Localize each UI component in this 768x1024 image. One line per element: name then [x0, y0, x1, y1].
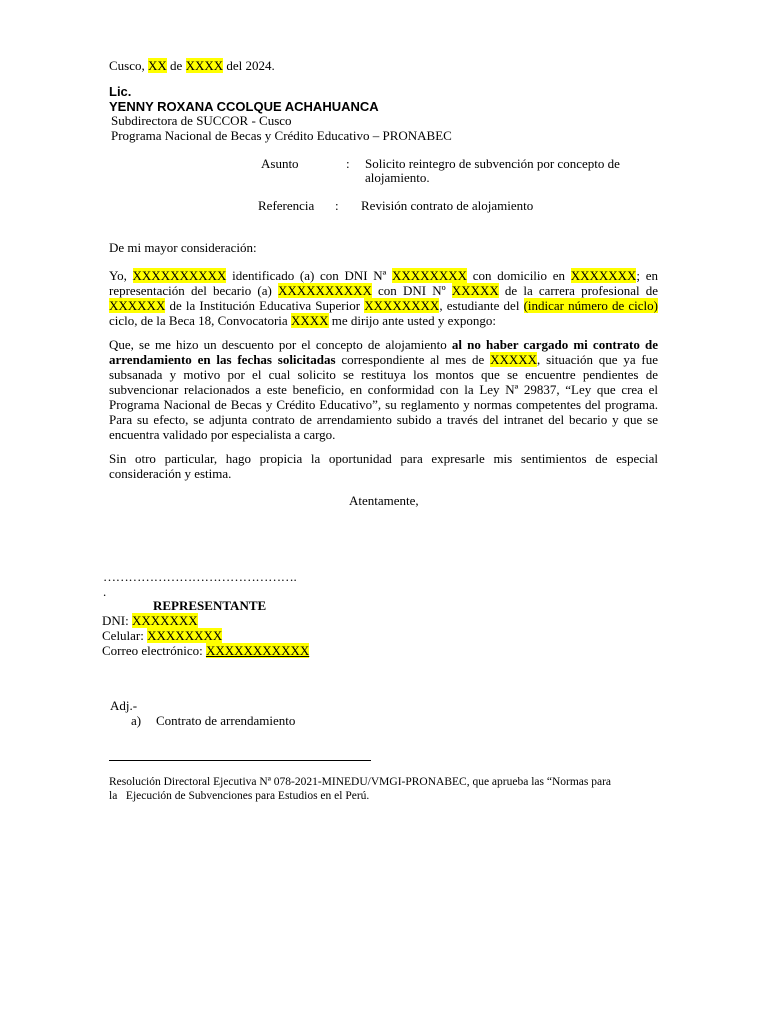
- recipient-line1: Subdirectora de SUCCOR - Cusco: [111, 113, 292, 128]
- recipient-line2: Programa Nacional de Becas y Crédito Educativo – PRONABEC: [111, 128, 452, 143]
- recipient-title: Lic.: [109, 84, 132, 99]
- recipient-name: YENNY ROXANA CCOLQUE ACHAHUANCA: [109, 99, 379, 114]
- p1-text: ciclo, de la Beca 18, Convocatoria: [109, 313, 291, 328]
- date-year: del 2024.: [223, 58, 275, 73]
- date-month: XXXX: [185, 58, 224, 73]
- signature-celular: [102, 628, 222, 643]
- placeholder-rep-dni: XXXXXXX: [131, 613, 198, 628]
- p1-text: con DNI Nº: [371, 283, 452, 298]
- paragraph-1: [109, 268, 658, 328]
- attachments-label: Adj.-: [110, 698, 138, 713]
- p1-text: de la carrera profesional de: [498, 283, 658, 298]
- signature-email: [102, 643, 309, 658]
- footnote-line1: Resolución Directoral Ejecutiva Nª 078-2021-MINEDU/VMGI-PRONABEC, que aprueba las “Normas para: [109, 776, 612, 788]
- p1-text: de la Institución Educativa Superior: [165, 298, 365, 313]
- date-line: [109, 58, 275, 73]
- p1-text: identificado (a) con DNI Nª: [226, 268, 392, 283]
- dni-label: DNI:: [102, 613, 132, 628]
- date-day: XX: [148, 58, 167, 73]
- email-label: Correo electrónico:: [102, 643, 206, 658]
- footnote-separator: [109, 760, 371, 761]
- placeholder-name: XXXXXXXXXX: [132, 268, 227, 283]
- footnote-line2: la Ejecución de Subvenciones para Estudios en el Perú.: [109, 790, 370, 802]
- p2-text: Que, se me hizo un descuento por el concepto de alojamiento: [109, 337, 452, 352]
- placeholder-dni: XXXXXXXX: [391, 268, 468, 283]
- p2-text: , situación que ya fue subsanada y motivo por el cual solicito se restituya los montos que se encuentre pendientes de subvencionar relacionados a este beneficio, en conformidad con la Ley Nª 29837, “Ley que crea el Programa Nacional de Becas y Crédito Educativo”, su reglamento y normas competentes del programa. Para su efecto, se adjunta contrato de arrendamiento subido a través del intranet del becario y que se encuentra validado por especialista a cargo.: [109, 352, 658, 442]
- greeting: De mi mayor consideración:: [109, 240, 257, 255]
- attachment-item-marker: a): [131, 713, 142, 728]
- asunto-colon: :: [346, 156, 350, 171]
- asunto-line2: alojamiento.: [365, 170, 430, 185]
- p1-text: ; en representación del becario (a): [109, 268, 658, 298]
- date-city: Cusco,: [109, 58, 148, 73]
- signature-dni: [102, 613, 198, 628]
- referencia-colon: :: [335, 198, 339, 213]
- placeholder-becario-dni: XXXXX: [451, 283, 499, 298]
- p2-text: correspondiente al mes de: [335, 352, 491, 367]
- placeholder-mes: XXXXX: [490, 352, 538, 367]
- placeholder-becario: XXXXXXXXXX: [277, 283, 372, 298]
- placeholder-celular: XXXXXXXX: [147, 628, 223, 643]
- placeholder-convocatoria: XXXX: [290, 313, 329, 328]
- signature-role: REPRESENTANTE: [153, 598, 267, 613]
- paragraph-2: [109, 337, 658, 442]
- attachment-item: Contrato de arrendamiento: [156, 713, 296, 728]
- p2-bold-text: al no haber cargado mi contrato de arrendamiento en las fechas solicitadas: [109, 337, 658, 367]
- body-text: [109, 268, 658, 490]
- date-de: de: [166, 58, 186, 73]
- placeholder-carrera: XXXXXX: [109, 298, 166, 313]
- p1-text: Yo,: [109, 268, 133, 283]
- p1-text: , estudiante del: [439, 298, 524, 313]
- referencia-label: Referencia: [258, 198, 315, 213]
- placeholder-institucion: XXXXXXXX: [364, 298, 440, 313]
- referencia-text: Revisión contrato de alojamiento: [361, 198, 534, 213]
- celular-label: Celular:: [102, 628, 148, 643]
- asunto-line1: Solicito reintegro de subvención por concepto de: [365, 156, 620, 171]
- p1-text: me dirijo ante usted y expongo:: [328, 313, 497, 328]
- signature-dots: ……………………………………….: [103, 569, 297, 584]
- placeholder-email: XXXXXXXXXXX: [205, 643, 310, 658]
- placeholder-address: XXXXXXX: [570, 268, 637, 283]
- asunto-label: Asunto: [261, 156, 299, 171]
- signature-dot: .: [103, 584, 107, 599]
- closing: Atentamente,: [349, 493, 419, 508]
- placeholder-ciclo: (indicar número de ciclo): [523, 298, 658, 313]
- p1-text: con domicilio en: [467, 268, 571, 283]
- paragraph-3: Sin otro particular, hago propicia la oportunidad para expresarle mis sentimientos de especial consideración y estima.: [109, 451, 658, 481]
